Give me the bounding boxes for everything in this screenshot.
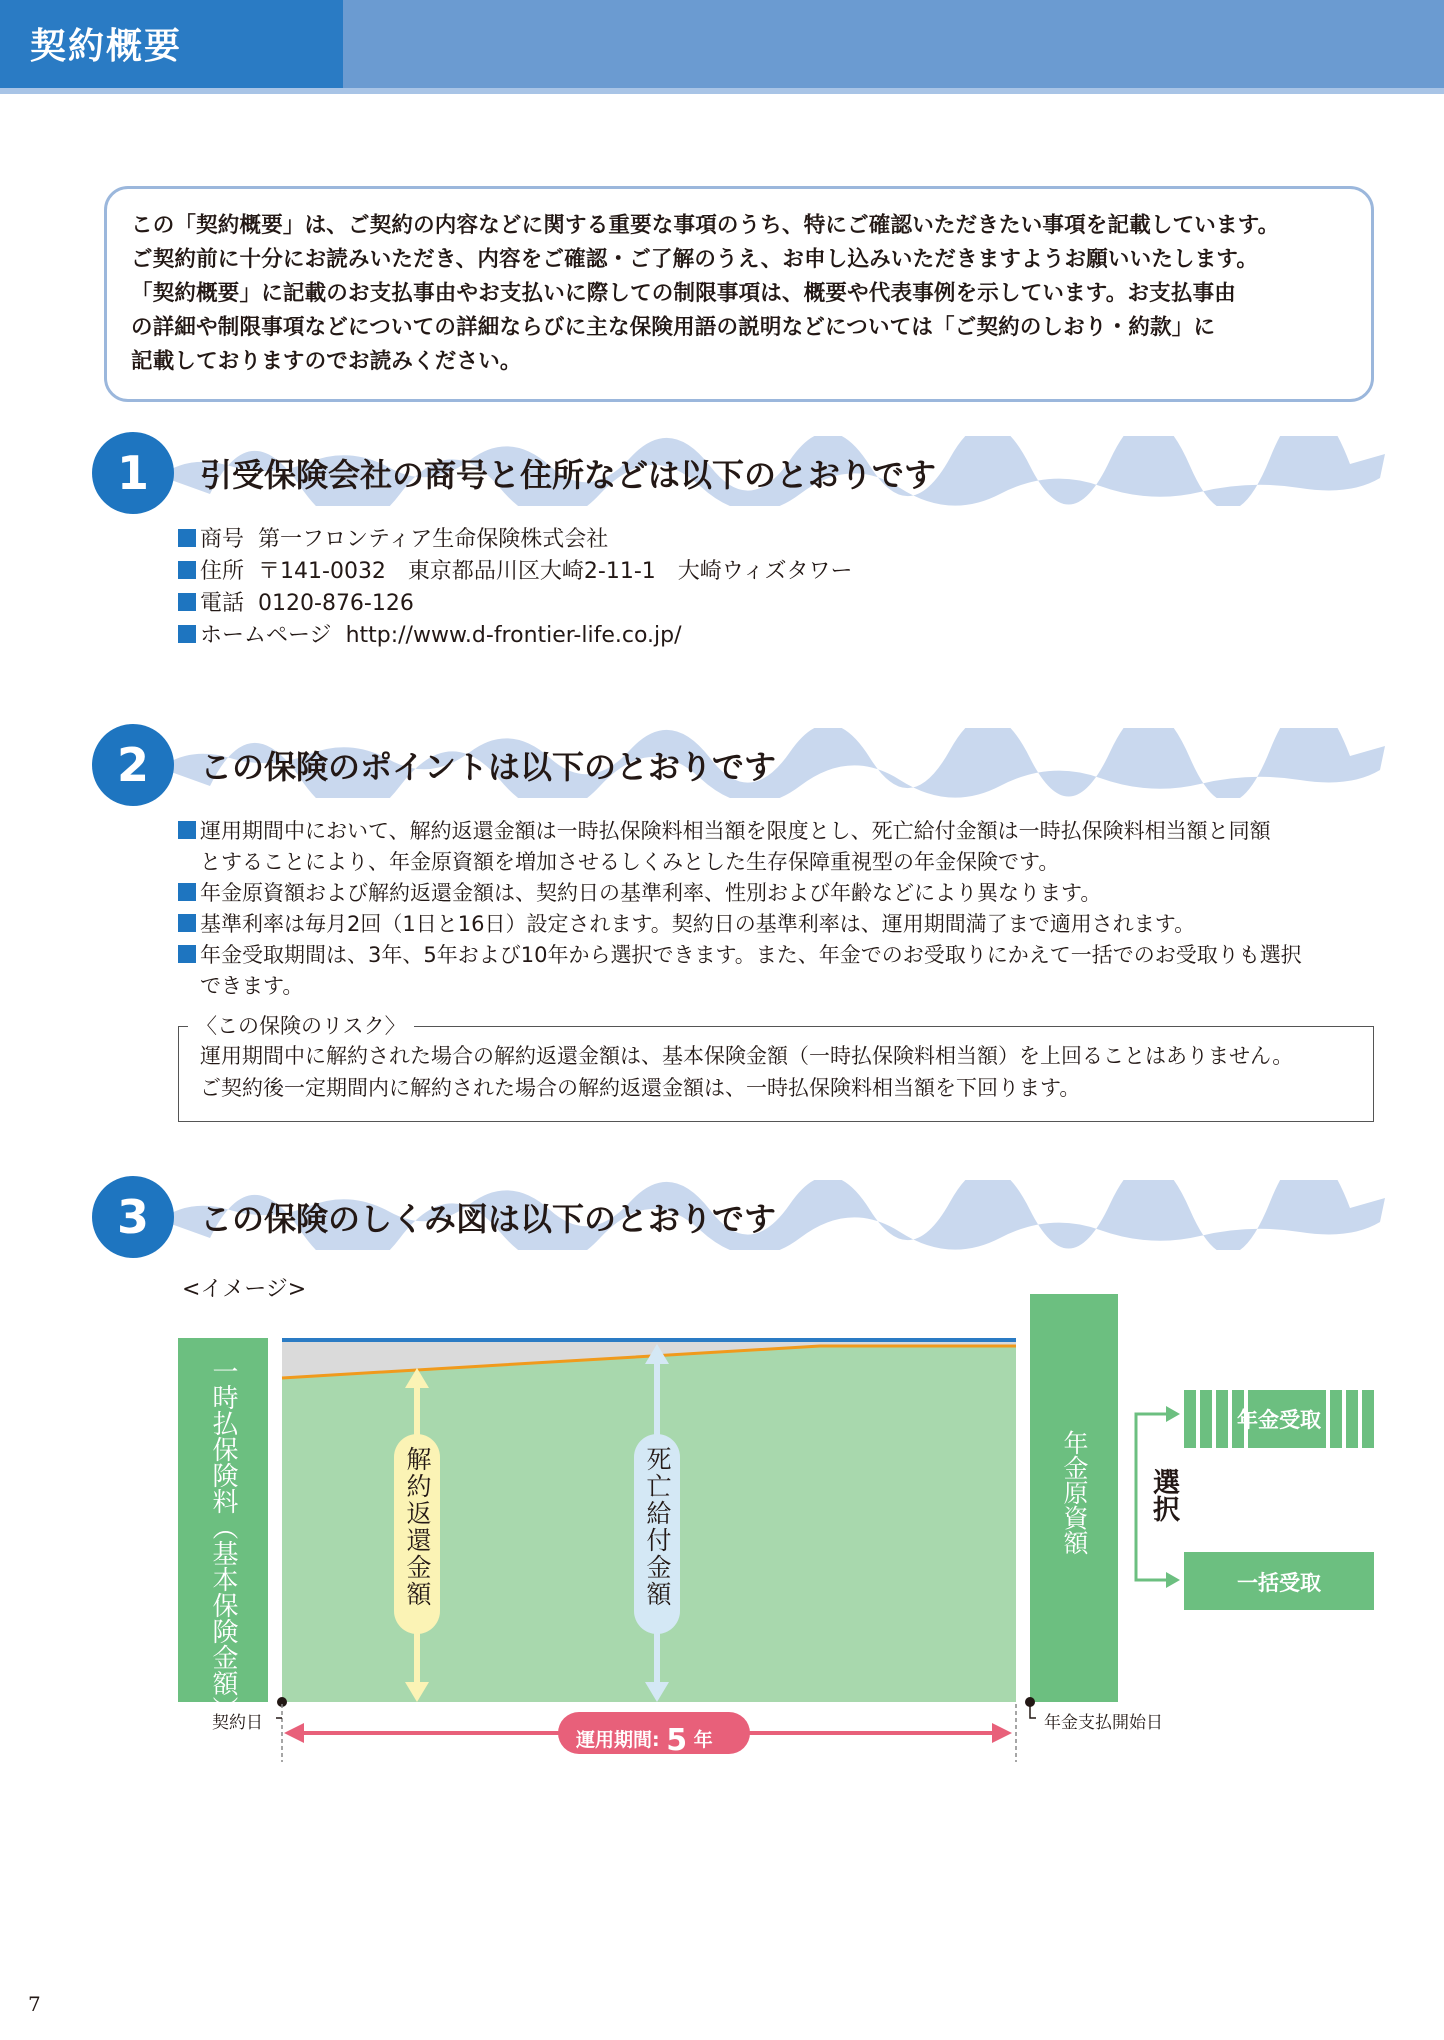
section1-number: 1 (92, 432, 174, 514)
point-item-continued: とすることにより、年金原資額を増加させるしくみとした生存保障重視型の年金保険です。 (200, 850, 1060, 874)
intro-line: 記載しておりますのでお読みください。 (131, 349, 522, 374)
section2-number: 2 (92, 724, 174, 806)
arrow-left-icon (284, 1723, 304, 1743)
point-item: 年金受取期間は、3年、5年および10年から選択できます。また、年金でのお受取りにかえて一括でのお受取りも選択 (178, 940, 1378, 971)
section3-number: 3 (92, 1176, 174, 1258)
page-title: 契約概要 (30, 26, 183, 67)
period-value: 5 (666, 1723, 688, 1758)
contract-date-label: 契約日 (212, 1713, 263, 1733)
info-row: ホームページ http://www.d-frontier-life.co.jp/ (178, 620, 852, 652)
annuity-fund-label: 年金原資額 (1060, 1430, 1089, 1555)
point-item-continued: できます。 (200, 974, 304, 998)
section2-title: この保険のポイントは以下のとおりです (200, 748, 777, 786)
risk-line: ご契約後一定期間内に解約された場合の解約返還金額は、一時払保険料相当額を下回ります。 (200, 1076, 1081, 1100)
point-item: 基準利率は毎月2回（1日と16日）設定されます。契約日の基準利率は、運用期間満了まで適用されます。 (178, 909, 1378, 940)
risk-label: 〈この保険のリスク〉 (188, 1012, 414, 1040)
section1-title: 引受保険会社の商号と住所などは以下のとおりです (200, 456, 937, 494)
surrender-label: 解約返還金額 (403, 1446, 432, 1608)
intro-line: 「契約概要」に記載のお支払事由やお支払いに際しての制限事項は、概要や代表事例を示しています。お支払事由 (131, 281, 1236, 306)
info-row: 電話 0120-876-126 (178, 588, 852, 620)
image-label: <イメージ> (182, 1277, 307, 1302)
point-item: 運用期間中において、解約返還金額は一時払保険料相当額を限度とし、死亡給付金額は一時払保険料相当額と同額 (178, 816, 1378, 847)
info-row: 商号 第一フロンティア生命保険株式会社 (178, 524, 852, 556)
arrow-right-icon (1166, 1406, 1180, 1422)
intro-line: ご契約前に十分にお読みいただき、内容をご確認・ご了解のうえ、お申し込みいただきますようお願いいたします。 (131, 247, 1259, 272)
lump-sum-label: 一括受取 (1237, 1571, 1321, 1595)
point-item: 年金原資額および解約返還金額は、契約日の基準利率、性別および年齢などにより異なります。 (178, 878, 1378, 909)
homepage-link[interactable]: http://www.d-frontier-life.co.jp/ (345, 623, 682, 648)
intro-line: この「契約概要」は、ご契約の内容などに関する重要な事項のうち、特にご確認いただきたい事項を記載しています。 (131, 213, 1280, 238)
period-label: 運用期間: 5 年 (576, 1723, 713, 1758)
annuity-start-dot (1025, 1697, 1035, 1707)
page-number: 7 (28, 1992, 41, 2016)
arrow-right-icon (992, 1723, 1012, 1743)
premium-label: 一時払保険料（基本保険金額） (208, 1358, 238, 1722)
choice-label: 選択 (1148, 1468, 1179, 1522)
annuity-start-label: 年金支払開始日 (1044, 1713, 1163, 1733)
arrow-right-icon (1166, 1572, 1180, 1588)
death-label: 死亡給付金額 (643, 1446, 672, 1608)
risk-line: 運用期間中に解約された場合の解約返還金額は、基本保険金額（一時払保険料相当額）を上回ることはありません。 (200, 1044, 1294, 1068)
intro-line: の詳細や制限事項などについての詳細ならびに主な保険用語の説明などについては「ご契約のしおり・約款」に (131, 315, 1216, 340)
info-row: 住所 〒141-0032 東京都品川区大崎2-11-1 大崎ウィズタワー (178, 556, 852, 588)
section3-title: この保険のしくみ図は以下のとおりです (200, 1200, 777, 1238)
annuity-receipt-label: 年金受取 (1237, 1408, 1321, 1432)
